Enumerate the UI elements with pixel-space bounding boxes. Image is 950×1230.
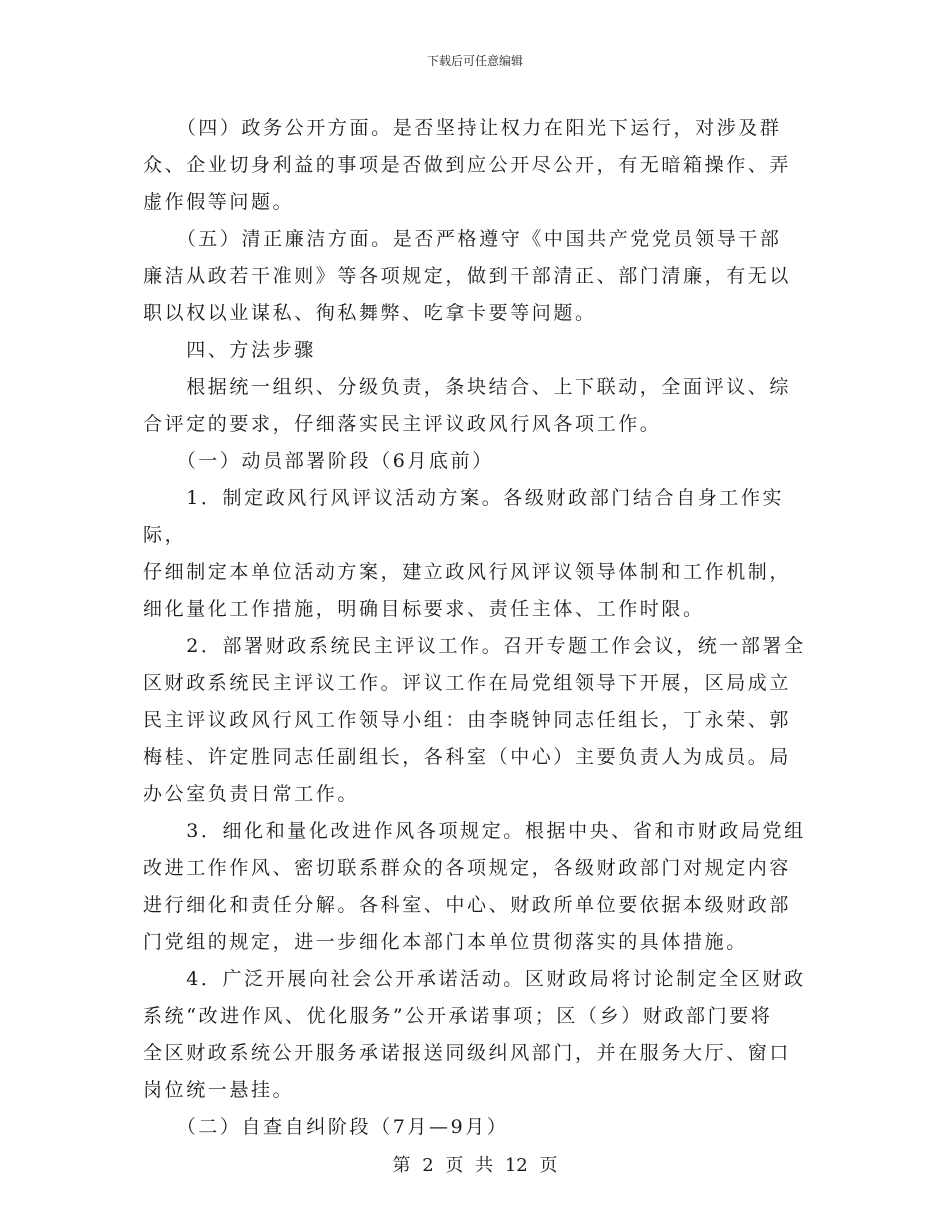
body-line: 办公室负责日常工作。	[143, 783, 360, 805]
body-line: 4．广泛开展向社会公开承诺活动。区财政局将讨论制定全区财政	[143, 968, 806, 990]
body-line: 区财政系统民主评议工作。评议工作在局党组领导下开展，区局成立	[143, 672, 792, 694]
body-line: 职以权以业谋私、徇私舞弊、吃拿卡要等问题。	[143, 302, 597, 324]
body-line: 门党组的规定，进一步细化本部门本单位贯彻落实的具体措施。	[143, 931, 748, 953]
subsection-heading: （二）自查自纠阶段（7月—9月）	[143, 1116, 509, 1138]
body-line: 众、企业切身利益的事项是否做到应公开尽公开，有无暗箱操作、弄	[143, 154, 792, 176]
section-heading: 四、方法步骤	[143, 339, 316, 361]
body-line: 廉洁从政若干准则》等各项规定，做到干部清正、部门清廉，有无以	[143, 265, 792, 287]
document-body	[143, 110, 811, 1146]
body-line: 1．制定政风行风评议活动方案。各级财政部门结合自身工作实际，	[143, 487, 785, 546]
body-line: 改进工作作风、密切联系群众的各项规定，各级财政部门对规定内容	[143, 857, 792, 879]
page-number-footer: 第 2 页 共 12 页	[392, 1155, 558, 1176]
body-line: （五）清正廉洁方面。是否严格遵守《中国共产党党员领导干部	[143, 228, 782, 250]
body-line: 进行细化和责任分解。各科室、中心、财政所单位要依据本级财政部	[143, 894, 792, 916]
body-line: （四）政务公开方面。是否坚持让权力在阳光下运行，对涉及群	[143, 117, 782, 139]
body-line: 合评定的要求，仔细落实民主评议政风行风各项工作。	[143, 413, 662, 435]
body-line: 民主评议政风行风工作领导小组：由李晓钟同志任组长，丁永荣、郭	[143, 709, 792, 731]
body-line: 系统“改进作风、优化服务”公开承诺事项；区（乡）财政部门要将	[143, 1005, 773, 1027]
body-line: 2．部署财政系统民主评议工作。召开专题工作会议，统一部署全	[143, 635, 806, 657]
body-line: 细化量化工作措施，明确目标要求、责任主体、工作时限。	[143, 598, 705, 620]
body-line: 全区财政系统公开服务承诺报送同级纠风部门，并在服务大厅、窗口	[143, 1042, 792, 1064]
body-line: 3．细化和量化改进作风各项规定。根据中央、省和市财政局党组	[143, 820, 806, 842]
body-line: 仔细制定本单位活动方案，建立政风行风评议领导体制和工作机制，	[143, 561, 792, 583]
body-line: 梅桂、许定胜同志任副组长，各科室（中心）主要负责人为成员。局	[143, 746, 792, 768]
page-header: 下载后可任意编辑	[426, 54, 523, 68]
subsection-heading: （一）动员部署阶段（6月底前）	[143, 450, 494, 472]
body-line: 根据统一组织、分级负责，条块结合、上下联动，全面评议、综	[143, 376, 792, 398]
body-line: 虚作假等问题。	[143, 191, 295, 213]
body-line: 岗位统一悬挂。	[143, 1079, 295, 1101]
